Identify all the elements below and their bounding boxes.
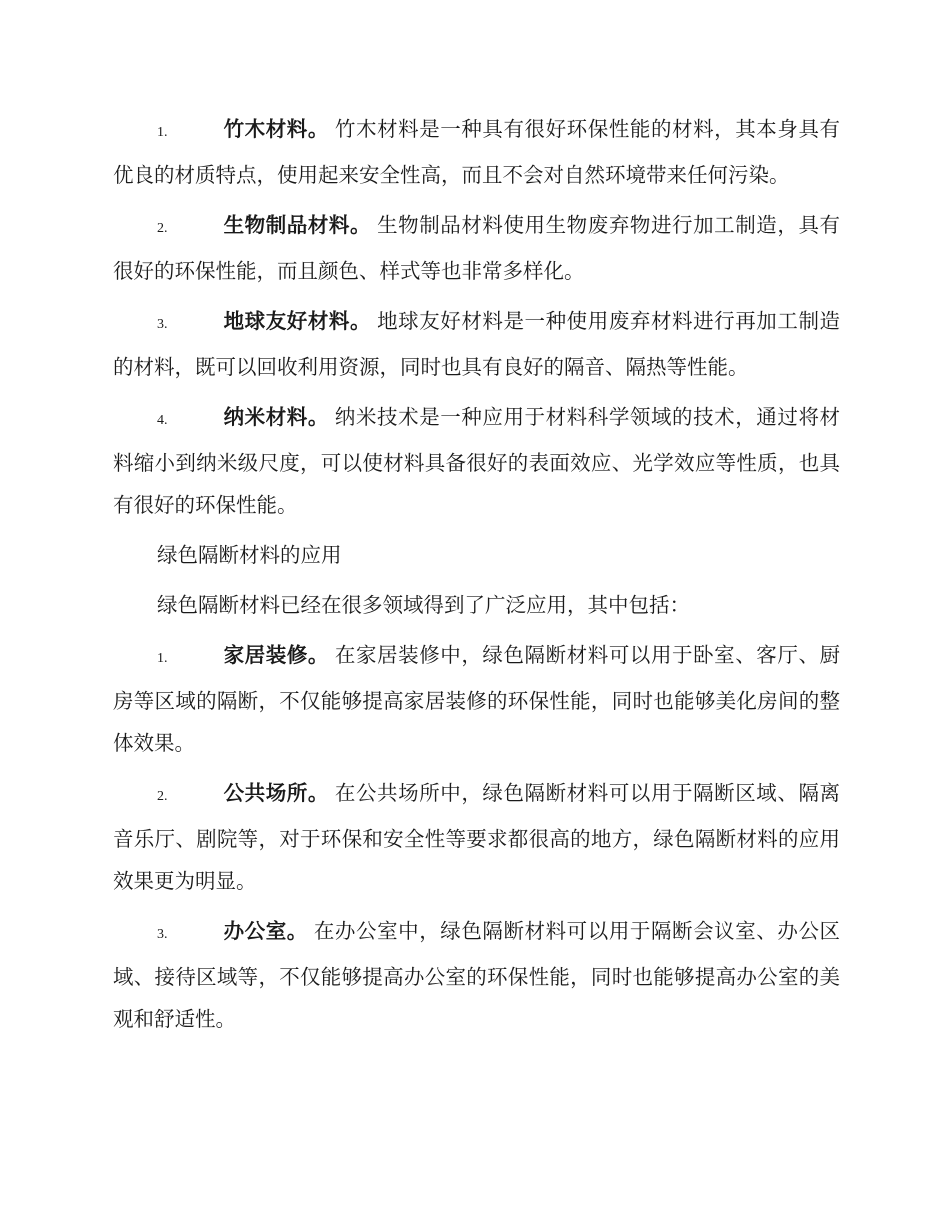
list-term: 生物制品材料。 (223, 213, 372, 237)
list-item (113, 300, 840, 388)
list-number: 1. (157, 125, 168, 140)
list-text: 在家居装修中，绿色隔断材料可以用于卧室、客厅、厨房等区域的隔断，不仅能够提高家居装修的环保性能，同时也能够美化房间的整体效果。 (113, 643, 841, 755)
list-text: 生物制品材料使用生物废弃物进行加工制造，具有很好的环保性能，而且颜色、样式等也非常多样化。 (113, 213, 841, 283)
list-item (113, 396, 840, 526)
list-number: 2. (157, 789, 168, 804)
list-term: 地球友好材料。 (223, 309, 372, 333)
list-number: 4. (157, 413, 168, 428)
list-text: 地球友好材料是一种使用废弃材料进行再加工制造的材料，既可以回收利用资源，同时也具有良好的隔音、隔热等性能。 (113, 309, 841, 379)
list-term: 纳米材料。 (223, 405, 329, 429)
list-item (113, 108, 840, 196)
list-item (113, 634, 840, 764)
list-text: 竹木材料是一种具有很好环保性能的材料，其本身具有优良的材质特点，使用起来安全性高，而且不会对自然环境带来任何污染。 (113, 117, 841, 187)
section-heading: 绿色隔断材料的应用 (157, 543, 342, 567)
list-term: 家居装修。 (223, 643, 329, 667)
list-number: 3. (157, 317, 168, 332)
list-item (113, 910, 840, 1040)
list-text: 在公共场所中，绿色隔断材料可以用于隔断区域、隔离音乐厅、剧院等，对于环保和安全性等要求都很高的地方，绿色隔断材料的应用效果更为明显。 (113, 781, 841, 893)
list-term: 办公室。 (223, 919, 308, 943)
list-text: 在办公室中，绿色隔断材料可以用于隔断会议室、办公区域、接待区域等，不仅能够提高办公室的环保性能，同时也能够提高办公室的美观和舒适性。 (113, 919, 841, 1031)
list-term: 竹木材料。 (223, 117, 329, 141)
list-text: 纳米技术是一种应用于材料科学领域的技术，通过将材料缩小到纳米级尺度，可以使材料具备很好的表面效应、光学效应等性质，也具有很好的环保性能。 (113, 405, 841, 517)
list-number: 3. (157, 927, 168, 942)
list-term: 公共场所。 (223, 781, 329, 805)
list-item (113, 204, 840, 292)
list-number: 2. (157, 221, 168, 236)
list-item (113, 772, 840, 902)
list-number: 1. (157, 651, 168, 666)
intro-paragraph: 绿色隔断材料已经在很多领域得到了广泛应用，其中包括： (157, 593, 690, 617)
document-page (113, 108, 840, 1048)
